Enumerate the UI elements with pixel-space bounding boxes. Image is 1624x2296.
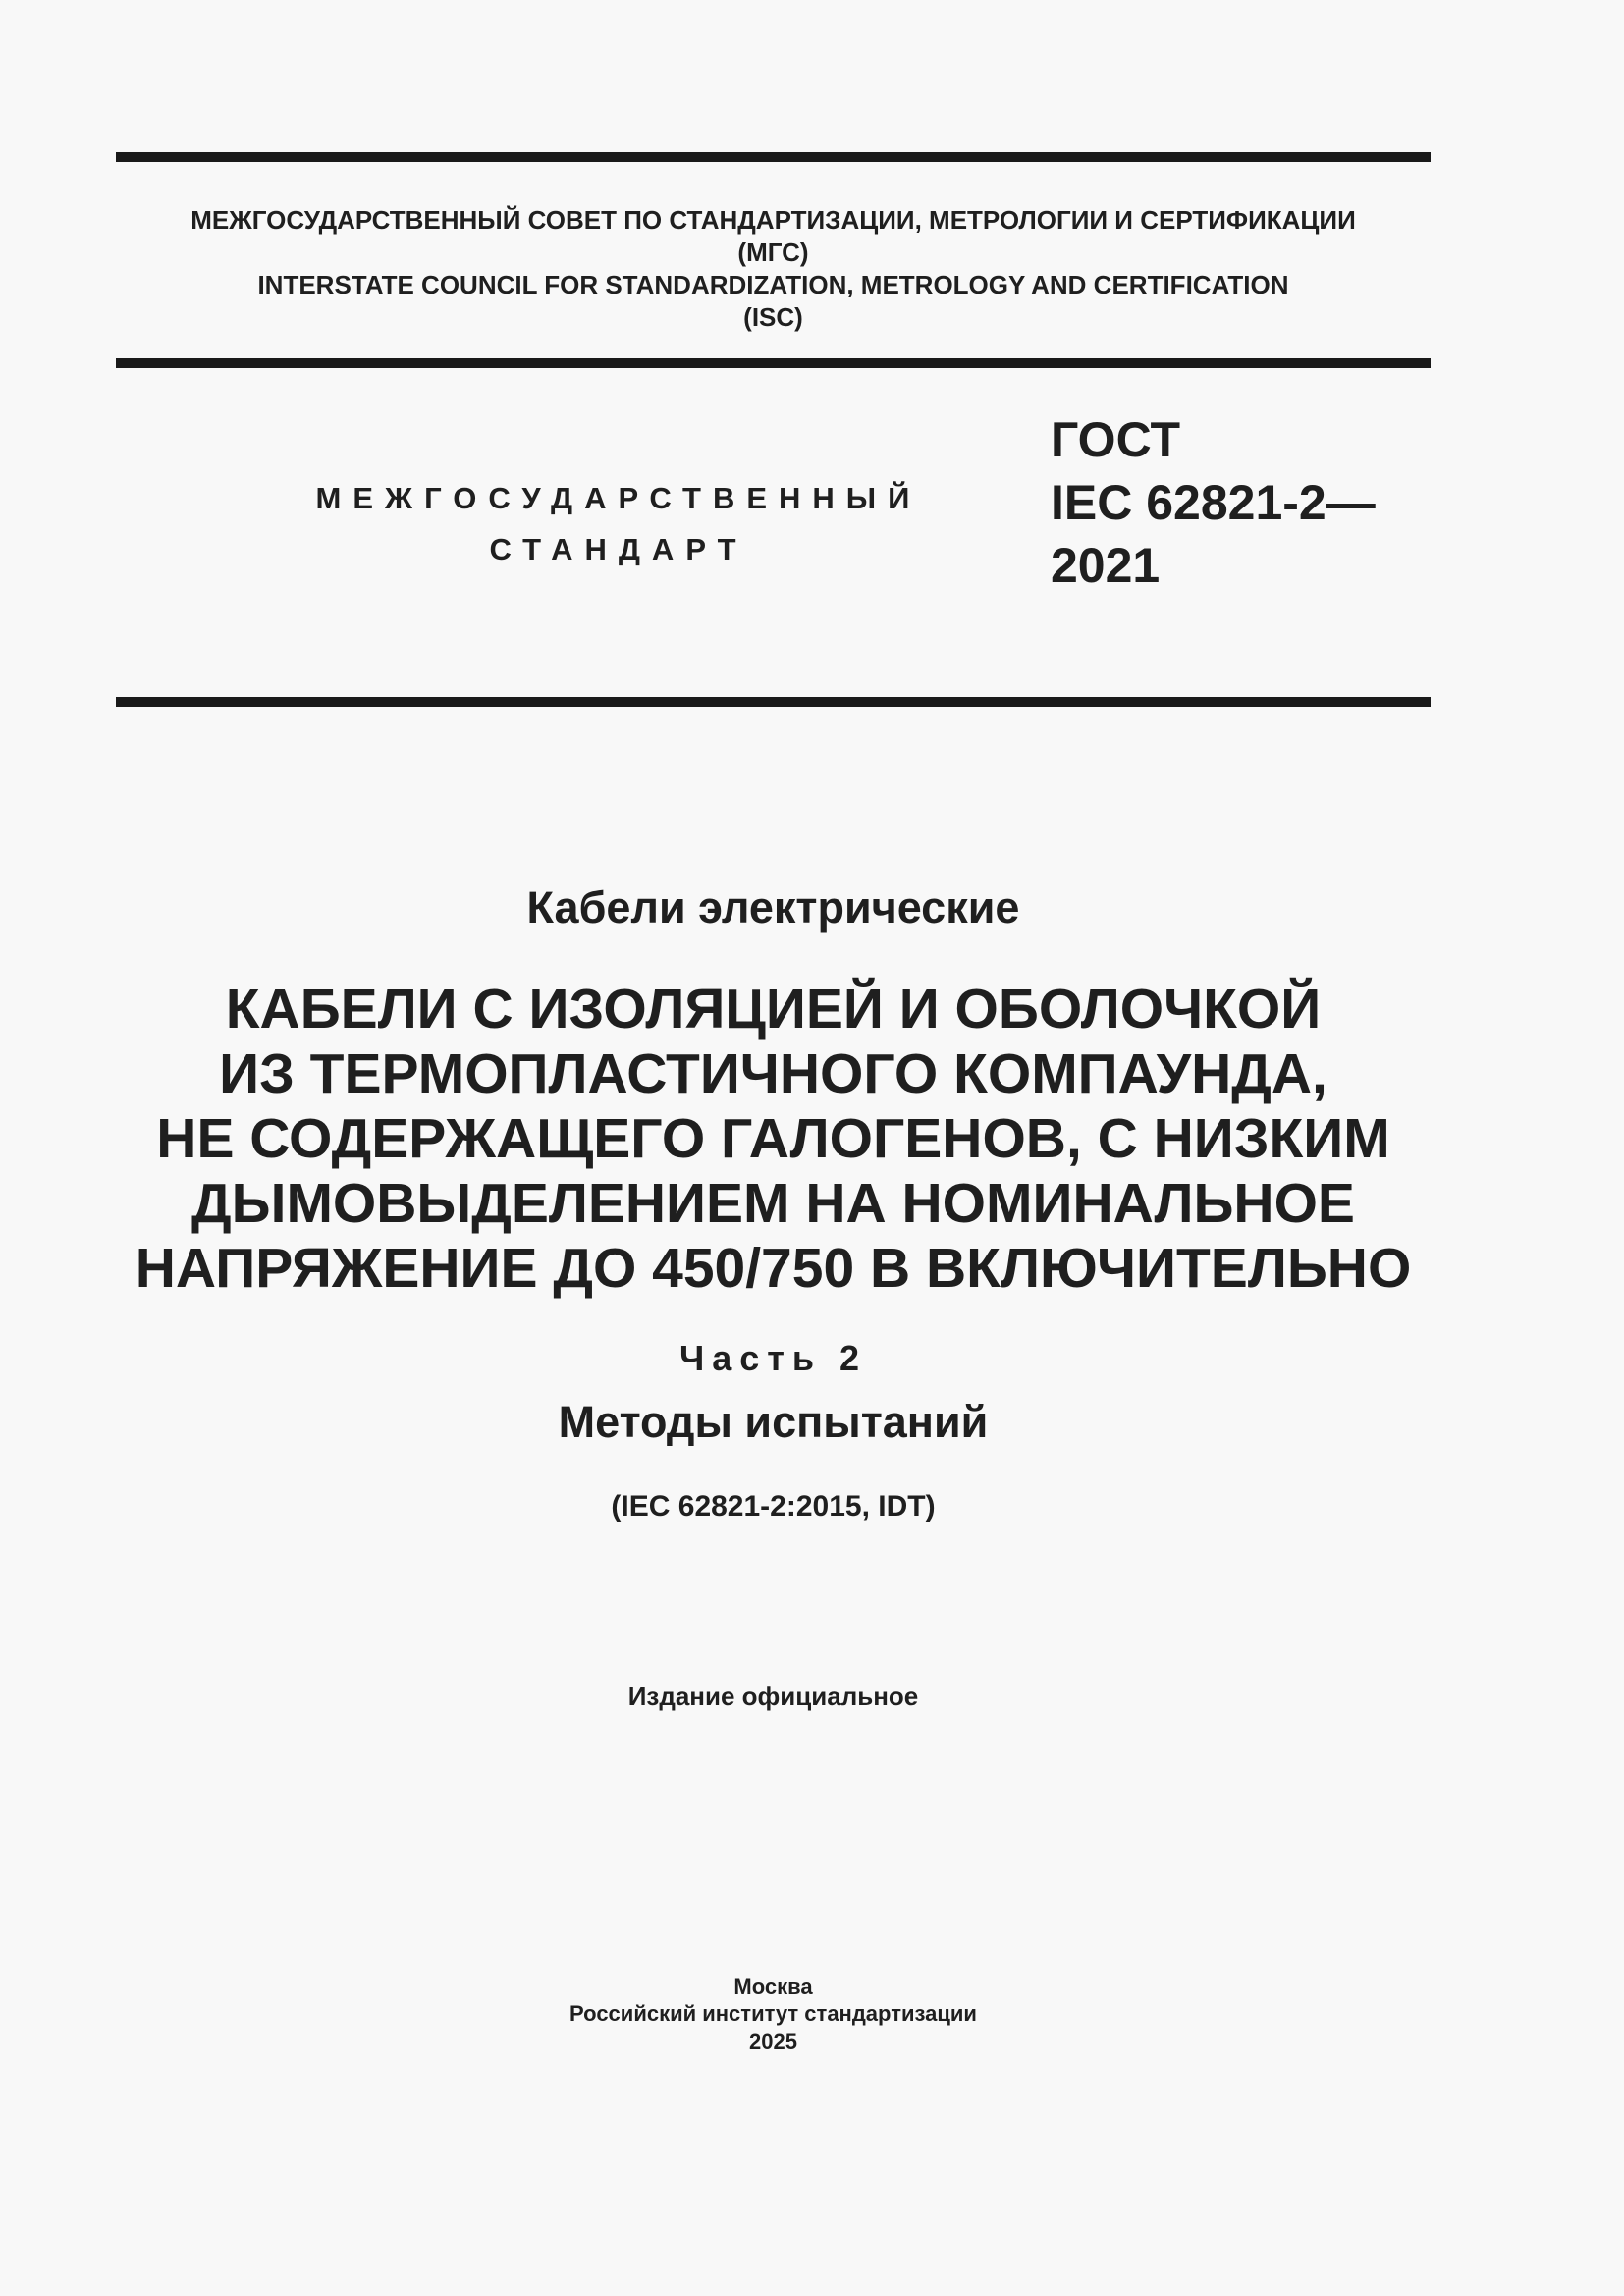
standard-kind-line1: МЕЖГОСУДАРСТВЕННЫЙ	[315, 481, 922, 515]
council-divider	[116, 358, 1431, 368]
standard-kind	[295, 473, 943, 575]
part-title: Методы испытаний	[558, 1397, 989, 1447]
header-divider	[116, 697, 1431, 707]
imprint-city: Москва	[733, 1974, 813, 1999]
main-title-line: ИЗ ТЕРМОПЛАСТИЧНОГО КОМПАУНДА,	[219, 1042, 1327, 1105]
designation-line3: 2021	[1051, 538, 1161, 593]
main-title-line: НАПРЯЖЕНИЕ ДО 450/750 В ВКЛЮЧИТЕЛЬНО	[135, 1237, 1412, 1300]
imprint-publisher: Российский институт стандартизации	[569, 2002, 977, 2026]
designation-line2: IEC 62821-2—	[1051, 475, 1376, 530]
council-abbr-ru: (МГС)	[737, 238, 809, 267]
standard-kind-line2: СТАНДАРТ	[489, 532, 748, 566]
standard-designation	[1051, 408, 1376, 597]
main-title-line: НЕ СОДЕРЖАЩЕГО ГАЛОГЕНОВ, С НИЗКИМ	[156, 1107, 1390, 1170]
main-title	[116, 977, 1431, 1301]
imprint-year: 2025	[749, 2029, 797, 2054]
main-title-line: ДЫМОВЫДЕЛЕНИЕМ НА НОМИНАЛЬНОЕ	[191, 1172, 1355, 1235]
council-name-ru: МЕЖГОСУДАРСТВЕННЫЙ СОВЕТ ПО СТАНДАРТИЗАЦИИ, МЕТРОЛОГИИ И СЕРТИФИКАЦИИ	[190, 205, 1356, 235]
identity-note: (IEC 62821-2:2015, IDT)	[611, 1490, 936, 1522]
part-label: Часть 2	[678, 1338, 868, 1378]
council-abbr-en: (ISC)	[743, 302, 803, 332]
designation-line1: ГОСТ	[1051, 412, 1180, 467]
main-title-line: КАБЕЛИ С ИЗОЛЯЦИЕЙ И ОБОЛОЧКОЙ	[225, 978, 1322, 1041]
council-name-en: INTERSTATE COUNCIL FOR STANDARDIZATION, METROLOGY AND CERTIFICATION	[257, 270, 1289, 299]
top-rule	[116, 152, 1431, 162]
subject-heading: Кабели электрические	[526, 882, 1020, 933]
edition-note: Издание официальное	[627, 1682, 919, 1711]
imprint	[116, 1973, 1431, 2056]
council-header	[116, 204, 1431, 334]
